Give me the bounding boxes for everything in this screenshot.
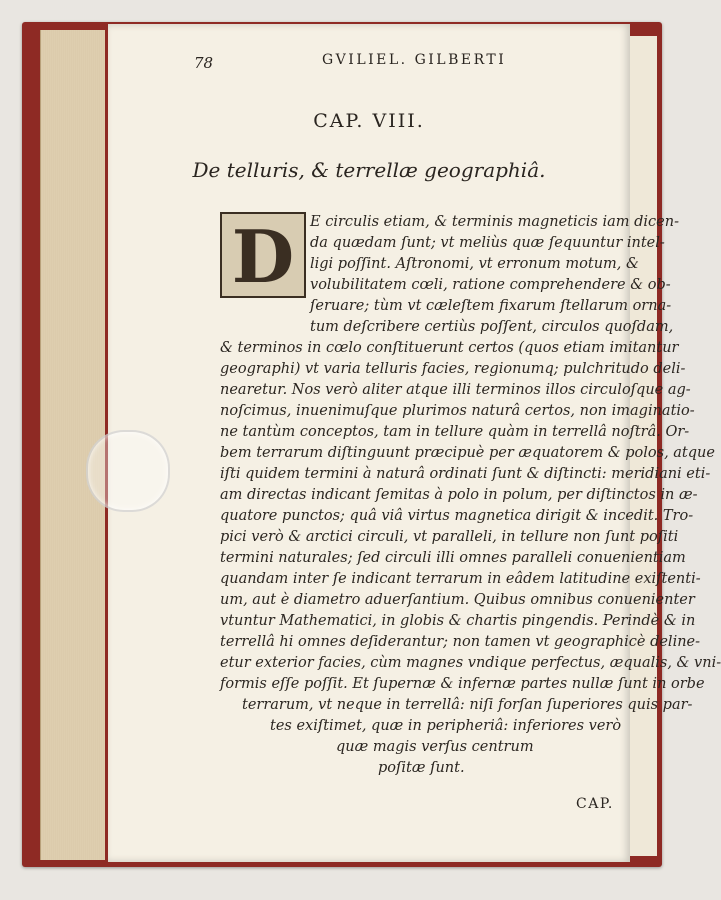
running-head: GVILIEL. GILBERTI xyxy=(322,52,507,68)
text-line: formis eſſe poſſit. Et ſupernæ & infernæ partes nullæ ſunt in orbe xyxy=(220,676,705,692)
text-line: ſeruare; tùm vt cæleſtem fixarum ſtellarum orna- xyxy=(310,298,672,314)
text-line: volubilitatem cœli, ratione comprehendere & ob- xyxy=(310,277,671,293)
text-line: termini naturales; ſed circuli illi omnes paralleli conuenientiam xyxy=(220,550,686,566)
text-line: terrarum, vt neque in terrellâ: niſi forſan ſuperiores quis par- xyxy=(242,697,693,713)
text-line: pici verò & arctici circuli, vt paralleli, in tellure non ſunt poſiti xyxy=(220,529,679,545)
text-line: bem terrarum diſtinguunt præcipuè per æquatorem & polos, atque xyxy=(220,445,715,461)
text-line: quæ magis verſus centrum xyxy=(336,739,534,755)
catchword: CAP. xyxy=(576,796,614,812)
text-line: nearetur. Nos verò aliter atque illi terminos illos circuloſque ag- xyxy=(220,382,691,398)
text-line: da quædam ſunt; vt meliùs quæ ſequuntur intel- xyxy=(310,235,665,251)
text-line: poſitæ ſunt. xyxy=(378,760,465,776)
text-line: ne tantùm conceptos, tam in tellure quàm in terrellâ noſtrâ. Or- xyxy=(220,424,690,440)
book-page xyxy=(108,24,721,862)
text-line: iſti quidem termini à naturâ ordinati ſunt & diſtincti: meridiani eti- xyxy=(220,466,711,482)
section-title: De telluris, & terrellæ geographiâ. xyxy=(192,158,546,182)
text-line: ligi poſſint. Aſtronomi, vt erronum motum, & xyxy=(310,256,639,272)
decorated-initial xyxy=(220,212,306,298)
text-line: vtuntur Mathematici, in globis & chartis pingendis. Perindè & in xyxy=(220,613,696,629)
text-line: quandam inter ſe indicant terrarum in eâdem latitudine exiſtenti- xyxy=(220,571,701,587)
text-line: tes exiſtimet, quæ in peripheriâ: inferiores verò xyxy=(270,718,622,734)
page-number: 78 xyxy=(194,54,214,72)
text-line: & terminos in cœlo conſtituerunt certos (quos etiam imitantur xyxy=(220,340,679,356)
text-line: E circulis etiam, & terminis magneticis iam dicen- xyxy=(310,214,679,230)
text-line: terrellâ hi omnes deſiderantur; non tamen vt geographicè deline- xyxy=(220,634,701,650)
text-line: tum deſcribere certiùs poſſent, circulos quoſdam, xyxy=(310,319,674,335)
text-line: geographi) vt varia telluris facies, regionumq; pulchritudo deli- xyxy=(220,361,686,377)
initial-letter: D xyxy=(231,214,295,299)
text-line: noſcimus, inuenimuſque plurimos naturâ certos, non imaginatio- xyxy=(220,403,695,419)
text-line: um, aut è diametro aduerſantium. Quibus omnibus conuenienter xyxy=(220,592,695,608)
chapter-title: CAP. VIII. xyxy=(313,110,425,132)
text-line: am directas indicant ſemitas à polo in polum, per diſtinctos in æ- xyxy=(220,487,698,503)
text-line: quatore punctos; quâ viâ virtus magnetica dirigit & incedit. Tro- xyxy=(220,508,694,524)
page-clip xyxy=(86,430,170,512)
text-line: etur exterior facies, cùm magnes vndique perfectus, æqualis, & vni- xyxy=(220,655,721,671)
